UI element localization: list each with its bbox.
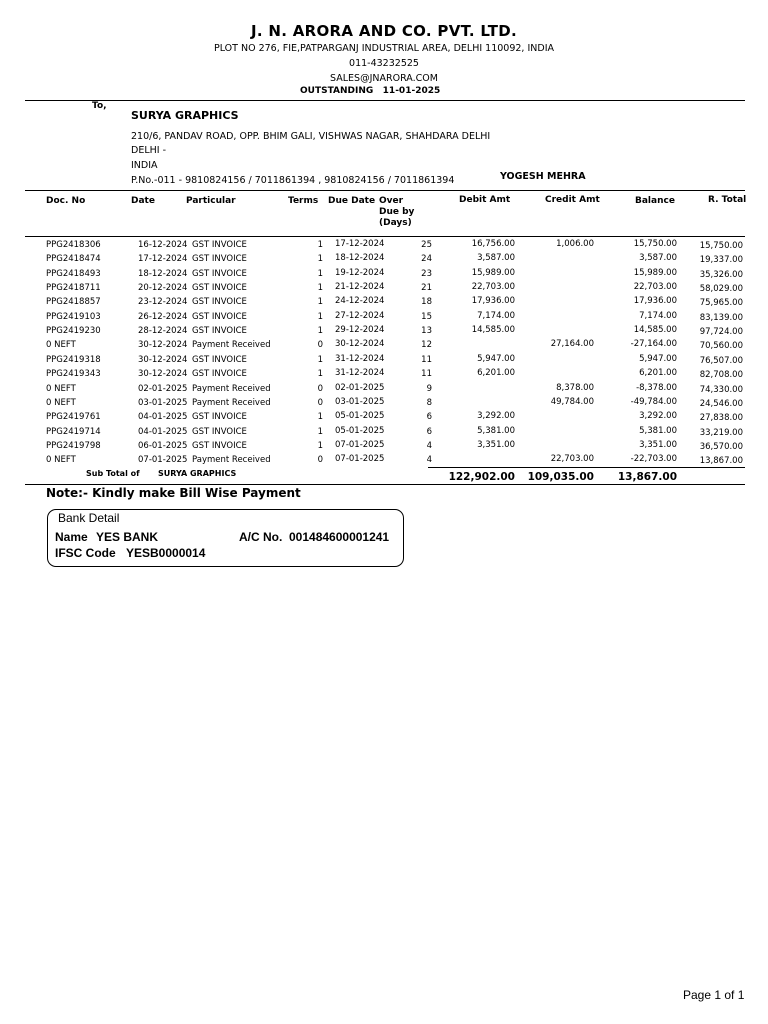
cell-credit: 22,703.00 [550,454,594,465]
col-credit: Credit Amt [545,195,600,205]
cell-terms: 1 [317,354,323,365]
cell-due: 17-12-2024 [335,239,385,249]
cell-due: 29-12-2024 [335,325,385,336]
col-particular: Particular [186,196,236,206]
cell-date: 30-12-2024 [138,369,188,380]
cell-date: 07-01-2025 [138,455,188,466]
cell-rtotal: 36,570.00 [699,441,743,452]
cell-doc: PPG2419230 [46,326,101,337]
cell-date: 23-12-2024 [138,297,188,308]
cell-days: 8 [426,397,432,408]
cell-rtotal: 33,219.00 [699,427,743,438]
cell-due: 27-12-2024 [335,310,385,321]
cell-doc: PPG2418711 [46,283,101,294]
cell-rtotal: 74,330.00 [699,384,743,395]
cell-credit: 49,784.00 [550,396,594,407]
cell-balance: 15,750.00 [633,239,677,249]
bank-ac-no: 001484600001241 [289,530,390,544]
cell-due: 24-12-2024 [335,296,385,307]
cell-date: 30-12-2024 [138,340,188,351]
cell-debit: 15,989.00 [471,267,515,278]
cell-particular: GST INVOICE [192,240,247,250]
cell-days: 4 [426,440,432,451]
cell-balance: 5,381.00 [639,425,677,436]
customer-phone: P.No.-011 - 9810824156 / 7011861394 , 9810824156 / 7011861394 [131,175,455,186]
cell-days: 11 [421,354,432,365]
subtotal-credit: 109,035.00 [527,471,594,483]
bank-ifsc: YESB0000014 [126,546,206,560]
cell-rtotal: 97,724.00 [699,327,743,338]
customer-address-line2: DELHI - [131,145,167,156]
cell-rtotal: 24,546.00 [699,398,743,409]
cell-balance: 5,947.00 [639,353,677,364]
cell-days: 12 [421,340,432,351]
cell-due: 18-12-2024 [335,253,385,264]
cell-days: 4 [426,455,432,466]
cell-particular: GST INVOICE [192,354,247,365]
cell-rtotal: 15,750.00 [699,241,743,251]
cell-particular: GST INVOICE [192,283,247,294]
cell-particular: GST INVOICE [192,254,247,265]
cell-date: 06-01-2025 [138,440,188,451]
cell-doc: PPG2418493 [46,268,101,279]
cell-debit: 6,201.00 [477,368,515,379]
cell-due: 21-12-2024 [335,282,385,293]
cell-days: 6 [426,426,432,437]
cell-debit: 17,936.00 [471,296,515,307]
company-phone: 011-43232525 [349,58,419,69]
cell-days: 25 [421,240,432,250]
cell-debit: 3,292.00 [477,411,515,422]
cell-days: 18 [421,297,432,308]
table-header-rule [25,236,745,237]
cell-doc: PPG2418306 [46,240,101,250]
cell-credit: 1,006.00 [556,239,594,249]
cell-terms: 1 [317,283,323,294]
cell-credit: 8,378.00 [556,382,594,393]
cell-rtotal: 19,337.00 [699,255,743,266]
cell-due: 19-12-2024 [335,267,385,278]
cell-date: 04-01-2025 [138,426,188,437]
cell-due: 02-01-2025 [335,382,385,393]
cell-days: 21 [421,283,432,294]
bank-detail-box [47,509,404,567]
cell-debit: 3,351.00 [477,439,515,450]
cell-balance: 3,292.00 [639,411,677,422]
cell-particular: GST INVOICE [192,369,247,380]
cell-terms: 0 [317,455,323,466]
col-terms: Terms [288,196,319,206]
cell-doc: 0 NEFT [46,383,76,394]
cell-doc: PPG2419761 [46,412,101,423]
cell-date: 04-01-2025 [138,412,188,423]
cell-days: 15 [421,311,432,322]
cell-particular: GST INVOICE [192,440,247,451]
company-name: J. N. ARORA AND CO. PVT. LTD. [250,22,518,40]
cell-balance: 14,585.00 [633,325,677,336]
cell-credit: 27,164.00 [550,339,594,350]
cell-date: 20-12-2024 [138,283,188,294]
bank-name: YES BANK [96,530,159,544]
cell-terms: 1 [317,254,323,265]
cell-due: 07-01-2025 [335,454,385,465]
cell-doc: PPG2419318 [46,354,101,365]
cell-rtotal: 35,326.00 [699,269,743,280]
cell-terms: 1 [317,426,323,437]
company-email: SALES@JNARORA.COM [330,73,438,84]
cell-balance: 3,351.00 [639,439,677,450]
cell-balance: 7,174.00 [639,310,677,321]
cell-doc: PPG2419714 [46,426,101,437]
cell-terms: 1 [317,326,323,337]
cell-doc: 0 NEFT [46,340,76,351]
report-date: 11-01-2025 [382,86,441,96]
cell-due: 03-01-2025 [335,396,385,407]
customer-country: INDIA [131,160,158,171]
header-rule [25,100,745,101]
cell-balance: 22,703.00 [633,282,677,293]
subtotal-balance: 13,867.00 [617,471,677,483]
col-over-due-2: Due by [379,207,415,217]
cell-date: 03-01-2025 [138,397,188,408]
col-date: Date [131,196,155,206]
cell-terms: 1 [317,369,323,380]
col-over-due-1: Over [379,196,404,206]
cell-balance: -27,164.00 [630,339,677,350]
cell-balance: 3,587.00 [639,253,677,264]
cell-rtotal: 75,965.00 [699,298,743,309]
cell-doc: 0 NEFT [46,397,76,408]
report-title [300,86,440,96]
cell-debit: 14,585.00 [471,325,515,336]
cell-doc: PPG2419103 [46,311,101,322]
cell-days: 6 [426,412,432,423]
cell-particular: GST INVOICE [192,412,247,423]
subtotal-top-rule [428,467,745,468]
cell-rtotal: 13,867.00 [699,456,743,467]
col-balance: Balance [635,196,675,206]
col-debit: Debit Amt [459,195,511,205]
cell-rtotal: 83,139.00 [699,312,743,323]
cell-balance: -22,703.00 [630,454,677,465]
cell-date: 18-12-2024 [138,268,188,279]
cell-particular: Payment Received [192,383,271,394]
page-number: Page 1 of 1 [683,988,745,1002]
cell-days: 13 [421,326,432,337]
report-label: OUTSTANDING [300,86,374,96]
cell-terms: 1 [317,412,323,423]
col-doc-no: Doc. No [46,196,86,206]
cell-due: 31-12-2024 [335,368,385,379]
cell-terms: 1 [317,440,323,451]
cell-due: 07-01-2025 [335,439,385,450]
col-running-total: R. Total [708,195,747,205]
cell-debit: 5,381.00 [477,425,515,436]
cell-days: 9 [426,383,432,394]
cell-debit: 3,587.00 [477,253,515,264]
subtotal-customer: SURYA GRAPHICS [158,469,237,478]
cell-date: 26-12-2024 [138,311,188,322]
cell-due: 05-01-2025 [335,425,385,436]
bank-detail-title: Bank Detail [58,511,120,525]
cell-days: 11 [421,369,432,380]
cell-terms: 1 [317,240,323,250]
cell-rtotal: 58,029.00 [699,284,743,295]
subtotal-debit: 122,902.00 [448,471,515,483]
cell-due: 30-12-2024 [335,339,385,350]
cell-balance: 17,936.00 [633,296,677,307]
cell-balance: 6,201.00 [639,368,677,379]
cell-doc: PPG2419798 [46,440,101,451]
cell-terms: 1 [317,297,323,308]
customer-address-line1: 210/6, PANDAV ROAD, OPP. BHIM GALI, VISHWAS NAGAR, SHAHDARA DELHI [131,131,491,142]
bank-ac-label: A/C No. [239,530,283,544]
cell-days: 24 [421,254,432,265]
cell-particular: Payment Received [192,455,271,466]
cell-balance: -49,784.00 [630,396,677,407]
cell-particular: GST INVOICE [192,297,247,308]
cell-terms: 1 [317,311,323,322]
cell-debit: 5,947.00 [477,353,515,364]
cell-terms: 0 [317,340,323,351]
cell-doc: PPG2419343 [46,369,101,380]
cell-date: 30-12-2024 [138,354,188,365]
cell-terms: 1 [317,268,323,279]
cell-due: 31-12-2024 [335,353,385,364]
cell-rtotal: 70,560.00 [699,341,743,352]
cell-particular: Payment Received [192,397,271,408]
payment-note: Note:- Kindly make Bill Wise Payment [46,486,301,500]
cell-balance: -8,378.00 [636,382,677,393]
cell-date: 02-01-2025 [138,383,188,394]
cell-debit: 16,756.00 [471,239,515,249]
cell-particular: GST INVOICE [192,311,247,322]
bank-ifsc-label: IFSC Code [55,546,116,560]
cell-date: 28-12-2024 [138,326,188,337]
cell-particular: GST INVOICE [192,268,247,279]
company-address: PLOT NO 276, FIE,PATPARGANJ INDUSTRIAL AREA, DELHI 110092, INDIA [213,43,554,54]
cell-doc: 0 NEFT [46,455,76,466]
customer-rule [25,190,745,191]
cell-debit: 22,703.00 [471,282,515,293]
cell-terms: 0 [317,383,323,394]
cell-rtotal: 82,708.00 [699,370,743,381]
cell-date: 17-12-2024 [138,254,188,265]
cell-rtotal: 27,838.00 [699,413,743,424]
subtotal-label: Sub Total of [86,469,140,478]
cell-debit: 7,174.00 [477,310,515,321]
cell-particular: GST INVOICE [192,426,247,437]
bank-name-label: Name [55,530,88,544]
cell-due: 05-01-2025 [335,411,385,422]
cell-doc: PPG2418857 [46,297,101,308]
cell-particular: GST INVOICE [192,326,247,337]
cell-days: 23 [421,268,432,279]
col-over-due-3: (Days) [379,218,412,228]
agent-name: YOGESH MEHRA [500,171,586,182]
customer-name: SURYA GRAPHICS [131,109,239,122]
cell-terms: 0 [317,397,323,408]
cell-rtotal: 76,507.00 [699,355,743,366]
cell-particular: Payment Received [192,340,271,351]
cell-date: 16-12-2024 [138,240,188,250]
col-due-date: Due Date [328,196,376,206]
cell-doc: PPG2418474 [46,254,101,265]
subtotal-rule [25,484,745,485]
to-label: To, [92,101,107,111]
cell-balance: 15,989.00 [633,267,677,278]
